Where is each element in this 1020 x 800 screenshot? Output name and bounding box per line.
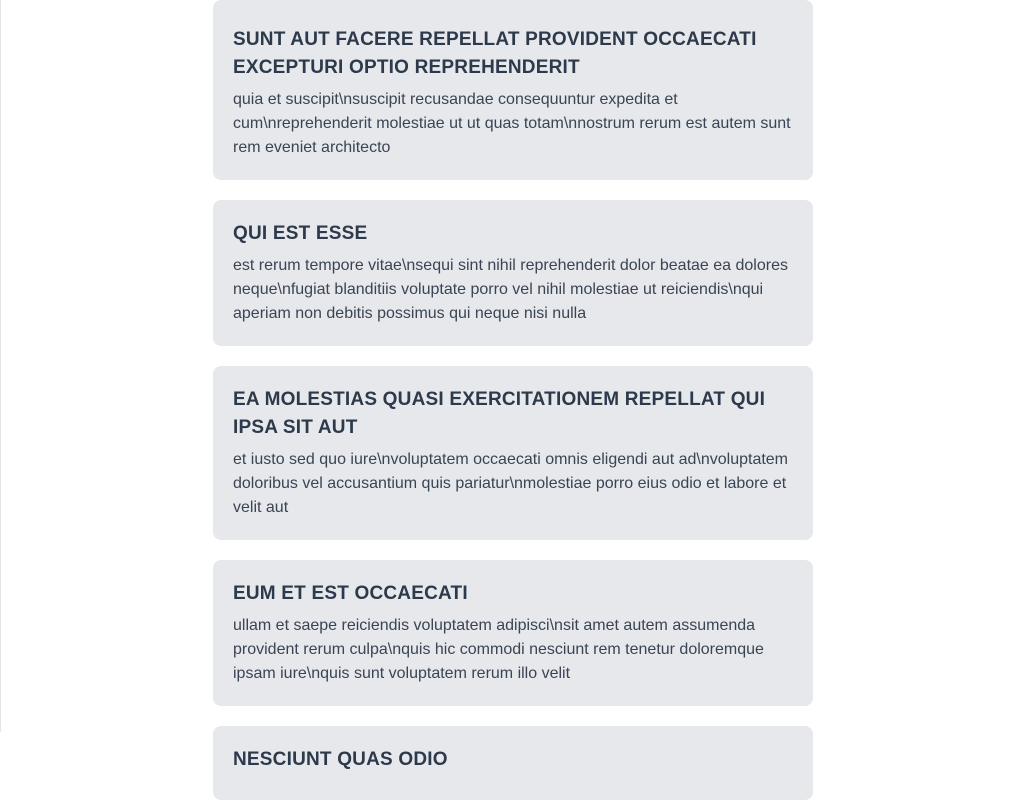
post-card[interactable]	[213, 366, 813, 540]
post-card[interactable]	[213, 0, 813, 180]
post-body: quia et suscipit\nsuscipit recusandae consequuntur expedita et cum\nreprehenderit molestiae ut ut quas totam\nnostrum rerum est autem sunt rem eveniet architecto	[233, 91, 791, 156]
post-title: NESCIUNT QUAS ODIO	[233, 749, 448, 770]
post-card[interactable]	[213, 560, 813, 706]
post-card[interactable]	[213, 200, 813, 346]
post-title: SUNT AUT FACERE REPELLAT PROVIDENT OCCAECATI EXCEPTURI OPTIO REPREHENDERIT	[233, 29, 757, 78]
left-divider	[0, 0, 1, 732]
post-card[interactable]	[213, 726, 813, 800]
post-body: ullam et saepe reiciendis voluptatem adipisci\nsit amet autem assumenda provident rerum culpa\nquis hic commodi nesciunt rem tenetur doloremque ipsam iure\nquis sunt voluptatem rerum illo velit	[233, 617, 764, 682]
post-body: est rerum tempore vitae\nsequi sint nihil reprehenderit dolor beatae ea dolores neque\nfugiat blanditiis voluptate porro vel nihil molestiae ut reiciendis\nqui aperiam non debitis possimus qui neque nisi nulla	[233, 257, 788, 322]
post-list	[213, 0, 813, 800]
post-title: QUI EST ESSE	[233, 223, 368, 244]
post-body: et iusto sed quo iure\nvoluptatem occaecati omnis eligendi aut ad\nvoluptatem doloribus vel accusantium quis pariatur\nmolestiae porro eius odio et labore et velit aut	[233, 451, 789, 516]
post-title: EA MOLESTIAS QUASI EXERCITATIONEM REPELLAT QUI IPSA SIT AUT	[233, 389, 766, 438]
post-title: EUM ET EST OCCAECATI	[233, 583, 468, 604]
